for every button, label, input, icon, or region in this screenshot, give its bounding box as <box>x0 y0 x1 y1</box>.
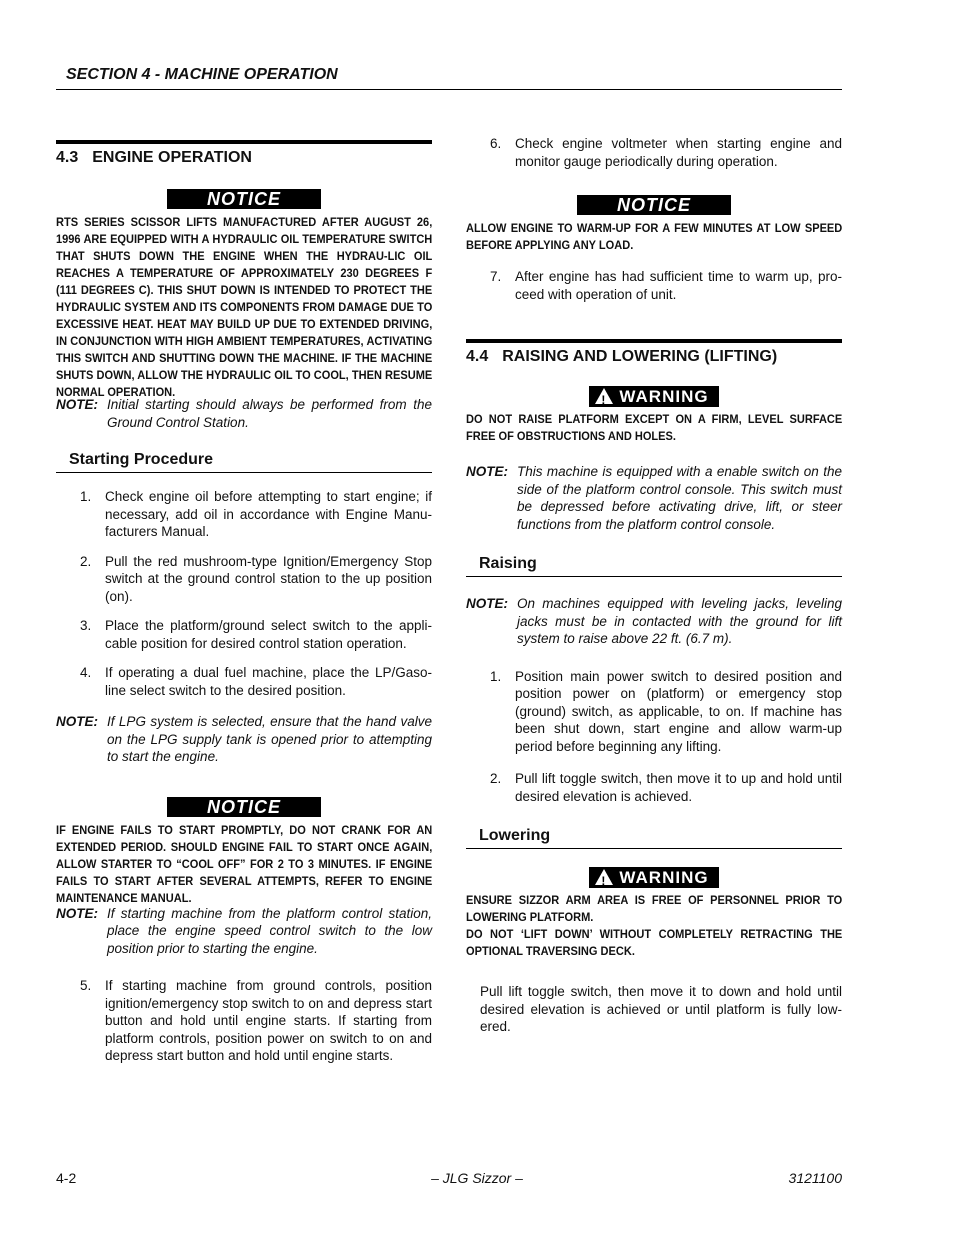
starting-steps <box>56 488 432 699</box>
subheading-starting-procedure: Starting Procedure <box>56 451 432 473</box>
list-text: After engine has had sufficient time to warm up, pro-ceed with operation of unit. <box>515 269 842 302</box>
list-number: 6. <box>490 136 502 151</box>
warning-label: WARNING <box>619 387 709 406</box>
list-number: 3. <box>80 618 92 633</box>
left-column <box>56 140 432 1065</box>
note-label: NOTE: <box>466 596 508 611</box>
list-text: Pull lift toggle switch, then move it to up and hold until desired elevation is achieved. <box>515 771 842 804</box>
list-text: Check engine voltmeter when starting engine and monitor gauge periodically during operation. <box>515 136 842 169</box>
warning-triangle-icon <box>595 869 613 885</box>
list-text: If starting machine from ground controls, position ignition/emergency stop switch to on and depress start button and hold until engine starts. If starting from platform controls, position power on switch to on and depress start button and hold until engine starts. <box>105 978 432 1063</box>
notice-text: ALLOW ENGINE TO WARM-UP FOR A FEW MINUTES AT LOW SPEED BEFORE APPLYING ANY LOAD. <box>466 221 843 252</box>
notice-badge: NOTICE <box>167 189 321 209</box>
notice-badge: NOTICE <box>167 797 321 817</box>
list-number: 4. <box>80 665 92 680</box>
note <box>466 463 842 533</box>
list-item <box>466 770 842 805</box>
list-number: 1. <box>80 489 92 504</box>
list-text: Place the platform/ground select switch to the appli-cable position for desired control station operation. <box>105 618 432 651</box>
footer-title: – JLG Sizzor – <box>431 1170 523 1186</box>
warning-badge <box>589 386 718 407</box>
warning-badge-wrap <box>466 386 842 407</box>
warning-label: WARNING <box>619 868 709 887</box>
list-text: If operating a dual fuel machine, place the LP/Gaso-line select switch to the desired position. <box>105 665 432 698</box>
list-item <box>466 668 842 756</box>
lowering-paragraph: Pull lift toggle switch, then move it to down and hold until desired elevation is achieved or until platform is fully low-ered. <box>480 984 842 1034</box>
page-number: 4-2 <box>56 1170 77 1186</box>
list-item <box>56 553 432 606</box>
section-number: 4.3 <box>56 149 79 166</box>
note <box>56 396 432 431</box>
list-number: 2. <box>490 771 502 786</box>
list-item <box>56 664 432 699</box>
list-item <box>466 135 842 170</box>
note-text: If LPG system is selected, ensure that the hand valve on the LPG supply tank is opened prior to attempting to start the engine. <box>107 714 432 764</box>
warning-text-line1: ENSURE SIZZOR ARM AREA IS FREE OF PERSONNEL PRIOR TO LOWERING PLATFORM. <box>466 893 843 924</box>
section-title: ENGINE OPERATION <box>92 149 252 166</box>
section-heading-4-3 <box>56 140 432 167</box>
subheading-raising: Raising <box>466 555 842 577</box>
note-label: NOTE: <box>56 905 98 921</box>
note-text: On machines equipped with leveling jacks, leveling jacks must be in contacted with the ground for lift system to raise above 22 ft. (6.7 m). <box>517 596 842 646</box>
note-label: NOTE: <box>466 464 508 479</box>
note-text: If starting machine from the platform control station, place the engine speed control switch to the low position prior to starting the engine. <box>107 905 432 956</box>
section-header: SECTION 4 - MACHINE OPERATION <box>66 66 338 83</box>
warning-triangle-icon <box>595 388 613 404</box>
note-label: NOTE: <box>56 397 98 412</box>
list-number: 2. <box>80 553 92 569</box>
warning-text-line2: DO NOT ‘LIFT DOWN’ WITHOUT COMPLETELY RETRACTING THE OPTIONAL TRAVERSING DECK. <box>466 927 843 958</box>
note-label: NOTE: <box>56 714 98 729</box>
list-item <box>56 617 432 652</box>
list-text: Position main power switch to desired position and position power on (platform) or emergency stop (ground) switch, as applicable, to on. If machine has been shut down, start engine and allow warm-up period before beginning any lifting. <box>515 668 842 754</box>
list-item <box>466 268 842 303</box>
list-item <box>56 488 432 541</box>
section-number: 4.4 <box>466 348 489 365</box>
right-column <box>466 135 842 1036</box>
list-text: Pull the red mushroom-type Ignition/Emergency Stop switch at the ground control station to the up position (on). <box>105 553 432 604</box>
notice-badge: NOTICE <box>577 195 731 215</box>
list-text: Check engine oil before attempting to start engine; if necessary, add oil in accordance with Engine Manu-facturers Manual. <box>105 489 432 539</box>
note <box>56 905 432 958</box>
warning-text: DO NOT RAISE PLATFORM EXCEPT ON A FIRM, LEVEL SURFACE FREE OF OBSTRUCTIONS AND HOLES. <box>466 412 843 443</box>
list-number: 1. <box>490 668 502 684</box>
header-rule <box>56 89 842 90</box>
list-number: 7. <box>490 269 502 284</box>
note-text: Initial starting should always be performed from the Ground Control Station. <box>107 397 432 430</box>
list-number: 5. <box>80 978 92 993</box>
notice-text: IF ENGINE FAILS TO START PROMPTLY, DO NOT CRANK FOR AN EXTENDED PERIOD. SHOULD ENGINE FAIL TO START ONCE AGAIN, ALLOW STARTER TO “COOL OFF” FOR 2 TO 3 MINUTES. IF ENGINE FAILS TO START AFTER SEVERAL ATTEMPTS, REFER TO ENGINE MAINTENANCE MANUAL. <box>56 822 433 905</box>
note <box>466 595 842 648</box>
notice-badge-wrap <box>56 797 432 818</box>
section-title: RAISING AND LOWERING (LIFTING) <box>502 348 778 365</box>
notice-badge-wrap <box>466 195 842 216</box>
note <box>56 713 432 766</box>
list-item <box>56 977 432 1065</box>
subheading-lowering: Lowering <box>466 827 842 849</box>
notice-badge-wrap <box>56 189 432 210</box>
document-number: 3121100 <box>788 1170 842 1186</box>
notice-text: RTS SERIES SCISSOR LIFTS MANUFACTURED AFTER AUGUST 26, 1996 ARE EQUIPPED WITH A HYDRAULIC OIL TEMPERATURE SWITCH THAT SHUTS DOWN THE ENGINE WHEN THE HYDRAU-LIC OIL REACHES A TEMPERATURE OF APPROXIMATELY 230 DEGREES F (111 DEGREES C). THIS SHUT DOWN IS INTENDED TO PROTECT THE HYDRAULIC SYSTEM AND ITS COMPONENTS FROM DAMAGE DUE TO EXCESSIVE HEAT. HEAT MAY BUILD UP DUE TO EXTENDED DRIVING, IN CONJUNCTION WITH HIGH AMBIENT TEMPERATURES, ACTIVATING THIS SWITCH AND SHUTTING DOWN THE MACHINE. IF THE MACHINE SHUTS DOWN, ALLOW THE HYDRAULIC OIL TO COOL, THEN RESUME NORMAL OPERATION. <box>56 215 433 399</box>
note-text: This machine is equipped with a enable switch on the side of the platform control console. This switch must be depressed before activating drive, lift, or steer functions from the platform control console. <box>517 464 842 532</box>
section-heading-4-4 <box>466 339 842 366</box>
warning-badge <box>589 867 718 888</box>
warning-badge-wrap <box>466 867 842 888</box>
